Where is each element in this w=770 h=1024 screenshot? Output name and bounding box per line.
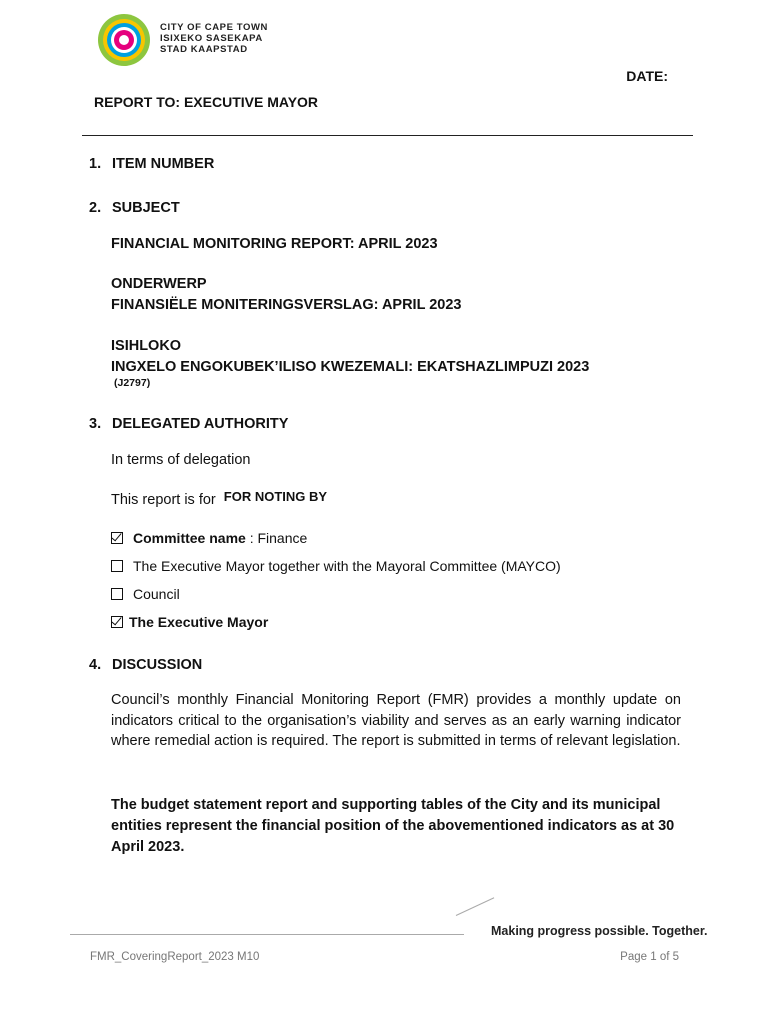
subject-xhosa: INGXELO ENGOKUBEK’ILISO KWEZEMALI: EKATSHAZLIMPUZI 2023 [111, 359, 590, 375]
date-label: DATE: [626, 68, 668, 84]
option-suffix: : Finance [245, 530, 308, 546]
subject-heading-xhosa: ISIHLOKO [111, 338, 182, 354]
section-number: 4. [89, 657, 102, 673]
section-number: 1. [89, 156, 102, 172]
option-mayco [111, 558, 561, 574]
section-title: DISCUSSION [112, 657, 203, 673]
discussion-bold-paragraph: The budget statement report and supporting tables of the City and its municipal entities represent the financial position of the abovementioned indicators as at 30 April 2023. [111, 797, 675, 855]
option-label: Committee name [133, 530, 246, 546]
city-logo-icon [96, 12, 152, 68]
option-council [111, 586, 180, 602]
checkbox-empty-icon [111, 588, 123, 600]
option-label: The Executive Mayor together with the Mayoral Committee (MAYCO) [133, 558, 561, 574]
header-divider [82, 135, 693, 136]
section-number: 2. [89, 200, 102, 216]
logo-line: ISIXEKO SASEKAPA [160, 33, 263, 44]
for-noting-label: FOR NOTING BY [223, 489, 328, 504]
report-for-line [111, 489, 328, 508]
section-title: SUBJECT [112, 200, 180, 216]
logo-wordmark [160, 22, 268, 55]
logo-line: STAD KAAPSTAD [160, 44, 248, 55]
logo-line: CITY OF CAPE TOWN [160, 22, 269, 33]
report-to: REPORT TO: EXECUTIVE MAYOR [94, 94, 319, 110]
option-label: Council [133, 586, 180, 602]
footer-slogan: Making progress possible. Together. [491, 924, 708, 938]
checkbox-empty-icon [111, 560, 123, 572]
footer-page-number: Page 1 of 5 [620, 951, 679, 963]
subject-heading-afrikaans: ONDERWERP [111, 276, 207, 292]
subject-english: FINANCIAL MONITORING REPORT: APRIL 2023 [111, 236, 438, 252]
footer-document-name: FMR_CoveringReport_2023 M10 [90, 951, 260, 963]
section-title: ITEM NUMBER [112, 156, 215, 172]
option-executive-mayor [111, 614, 268, 630]
option-committee [111, 530, 307, 546]
subject-afrikaans: FINANSIËLE MONITERINGSVERSLAG: APRIL 2023 [111, 297, 462, 313]
discussion-paragraph: Council’s monthly Financial Monitoring Report (FMR) provides a monthly update on indicators critical to the organisation’s viability and serves as an early warning indicator where remedial action is required. The report is submitted in terms of relevant legislation. [111, 692, 681, 749]
footer-divider [70, 934, 464, 935]
section-number: 3. [89, 416, 102, 432]
checkbox-checked-icon [111, 616, 123, 628]
report-for-label: This report is for [111, 492, 216, 508]
reference-number: (J2797) [114, 377, 151, 389]
checkbox-checked-icon [111, 532, 123, 544]
footer-slash [456, 897, 494, 916]
option-label: The Executive Mayor [129, 614, 269, 630]
delegation-text: In terms of delegation [111, 452, 251, 468]
section-title: DELEGATED AUTHORITY [112, 416, 289, 432]
